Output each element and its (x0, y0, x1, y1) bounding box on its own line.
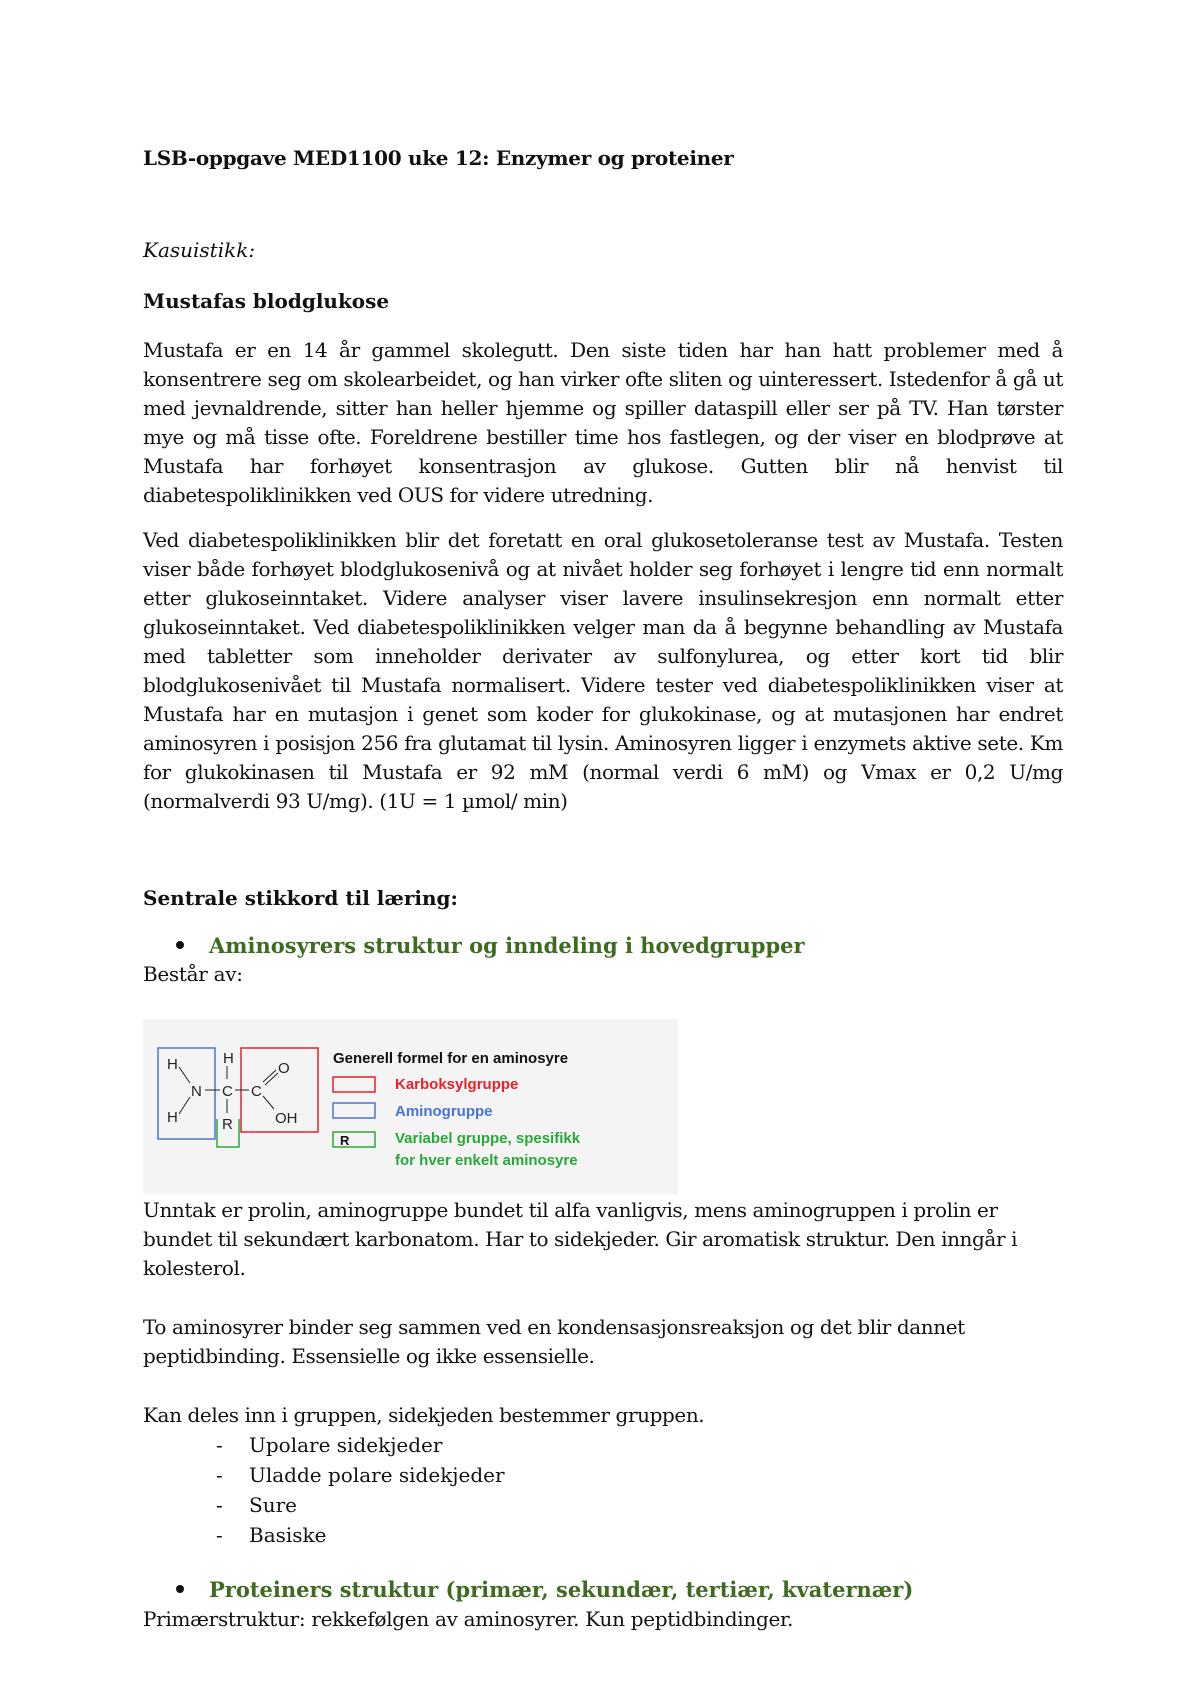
proline-text: Unntak er prolin, aminogruppe bundet til alfa vanligvis, mens aminogruppen i prolin er bundet til sekundært karbonatom. Har to sidekjeder. Gir aromatisk struktur. Den inngår i kolesterol. (143, 1198, 1018, 1280)
atom-c1: C (222, 1083, 233, 1100)
atom-r: R (222, 1116, 233, 1133)
bullet-protein-structure (176, 1577, 913, 1602)
case-paragraph-2: Ved diabetespoliklinikken blir det foretatt en oral glukosetoleranse test av Mustafa. Testen viser både forhøyet blodglukosenivå og at nivået holder seg forhøyet i lengre tid enn normalt etter glukoseinntaket. Videre analyser viser lavere insulinsekresjon enn normalt etter glukoseinntaket. Ved diabetespoliklinikken velger man da å begynne behandling av Mustafa med tabletter som inneholder derivater av sulfonylurea, og etter kort tid blir blodglukosenivået til Mustafa normalisert. Videre tester ved diabetespoliklinikken viser at Mustafa har en mutasjon i genet som koder for glukokinase, og at mutasjonen har endret aminosyren i posisjon 256 fra glutamat til lysin. Aminosyren ligger i enzymets aktive sete. Km for glukokinasen til Mustafa er 92 mM (normal verdi 6 mM) og Vmax er 0,2 U/mg (normalverdi 93 U/mg). (1U = 1 µmol/ min) (143, 528, 1063, 813)
primary-structure-text: Primærstruktur: rekkefølgen av aminosyrer. Kun peptidbindinger. (143, 1607, 794, 1631)
atom-oh: OH (275, 1110, 298, 1127)
formula-title: Generell formel for en aminosyre (333, 1050, 569, 1067)
peptide-bond-text: To aminosyrer binder seg sammen ved en kondensasjonsreaksjon og det blir dannet peptidbinding. Essensielle og ikke essensielle. (143, 1315, 965, 1368)
bestar-label: Består av: (143, 962, 243, 986)
legend-variable-line2: for hver enkelt aminosyre (395, 1152, 578, 1169)
bond-h2-n (179, 1097, 190, 1114)
amino-acid-diagram (143, 1019, 678, 1194)
atom-h2: H (167, 1109, 178, 1126)
atom-c2: C (251, 1083, 262, 1100)
legend-carboxyl-swatch (333, 1077, 375, 1092)
bullet-protein-structure-text: Proteiners struktur (primær, sekundær, tertiær, kvaternær) (209, 1577, 914, 1602)
list-item: - Upolare sidekjeder (216, 1430, 505, 1460)
groups-intro-text: Kan deles inn i gruppen, sidekjeden bestemmer gruppen. (143, 1403, 705, 1427)
document-title: LSB-oppgave MED1100 uke 12: Enzymer og proteiner (143, 146, 734, 170)
legend-carboxyl: Karboksylgruppe (395, 1076, 519, 1093)
bond-h1-n (179, 1067, 190, 1083)
legend-amino-swatch (333, 1103, 375, 1118)
keywords-heading: Sentrale stikkord til læring: (143, 886, 458, 910)
bullet-dot-icon (176, 941, 184, 949)
atom-o: O (278, 1060, 290, 1077)
amino-acid-formula-figure (143, 1019, 678, 1194)
bond-c2-oh (263, 1096, 274, 1109)
bullet-amino-acids-text: Aminosyrers struktur og inndeling i hovedgrupper (209, 933, 805, 958)
atom-n: N (191, 1083, 202, 1100)
atom-h-top: H (223, 1050, 234, 1067)
kasuistikk-label: Kasuistikk: (143, 238, 256, 262)
list-item: - Uladde polare sidekjeder (216, 1460, 505, 1490)
case-paragraph-1: Mustafa er en 14 år gammel skolegutt. Den siste tiden har han hatt problemer med å konsentrere seg om skolearbeidet, og han virker ofte sliten og uinteressert. Istedenfor å gå ut med jevnaldrende, sitter han heller hjemme og spiller dataspill eller ser på TV. Han tørster mye og må tisse ofte. Foreldrene bestiller time hos fastlegen, og der viser en blodprøve at Mustafa har forhøyet konsentrasjon av glukose. Gutten blir nå henvist til diabetespoliklinikken ved OUS for videre utredning. (143, 338, 1063, 507)
legend-variable-line1: Variabel gruppe, spesifikk (395, 1130, 581, 1147)
sidechain-groups-list (216, 1430, 505, 1550)
bullet-amino-acids (176, 933, 805, 958)
legend-r-box: R (340, 1133, 350, 1148)
bullet-dot-icon (176, 1585, 184, 1593)
legend-amino: Aminogruppe (395, 1103, 493, 1120)
list-item: - Basiske (216, 1520, 505, 1550)
list-item: - Sure (216, 1490, 505, 1520)
case-heading: Mustafas blodglukose (143, 289, 390, 313)
atom-h1: H (167, 1056, 178, 1073)
